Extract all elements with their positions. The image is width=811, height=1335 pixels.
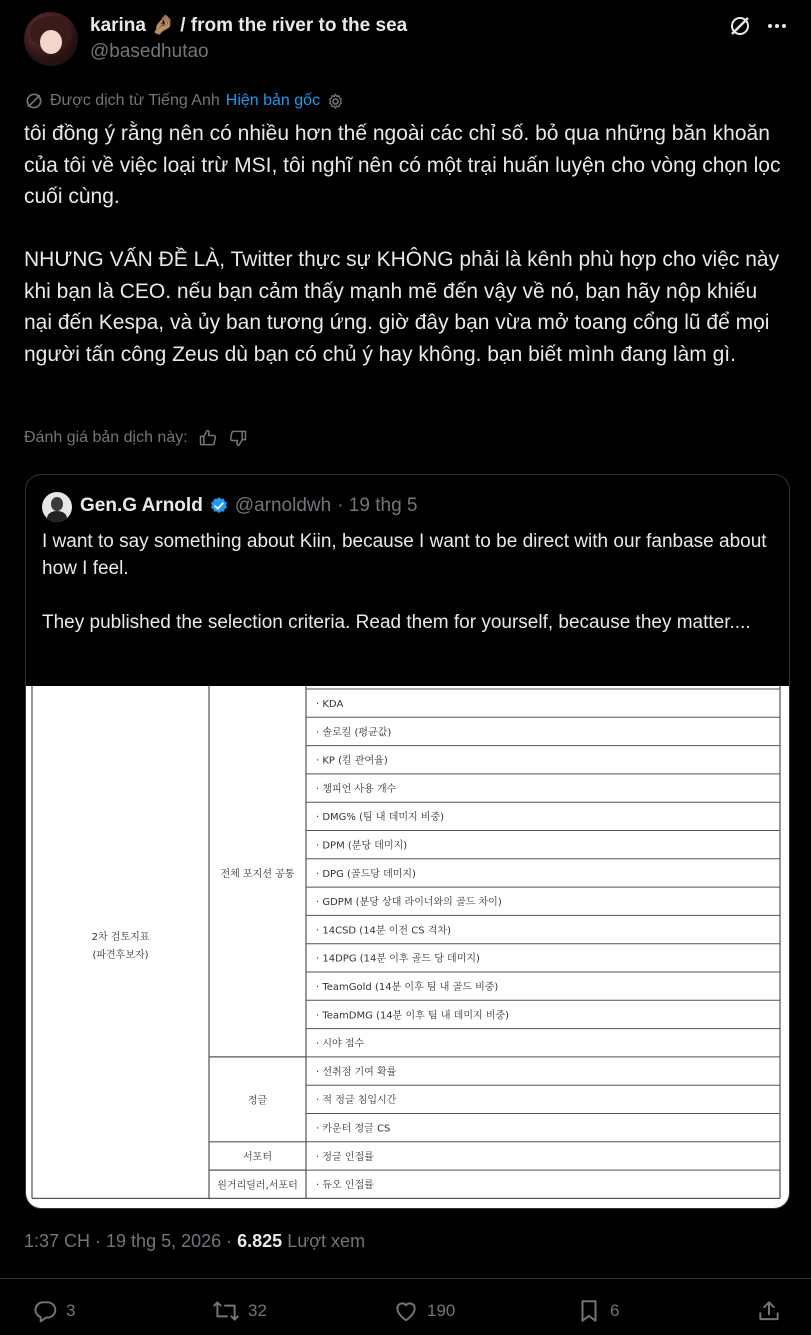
- metric-label: · 카운터 정글 CS: [316, 1123, 391, 1135]
- quoted-handle: @arnoldwh: [234, 495, 332, 516]
- heart-icon: [393, 1298, 419, 1324]
- metric-label: · KP (킬 관여율): [316, 755, 388, 767]
- metric-label: · 정글 인접률: [316, 1151, 374, 1163]
- quoted-image[interactable]: [26, 686, 789, 1208]
- quoted-text: I want to say something about Kiin, because I want to be direct with our fanbase about how I feel. They published the selection criteria. Read them for yourself, because they matter....: [42, 531, 767, 633]
- repost-button[interactable]: [212, 1298, 267, 1324]
- metric-label: · 시야 점수: [316, 1038, 365, 1050]
- category-label: 원거리딜러,서포터: [217, 1180, 298, 1192]
- show-original-link[interactable]: Hiện bản gốc: [225, 92, 321, 109]
- views-count: 6.825: [237, 1231, 283, 1251]
- translate-icon: [24, 91, 44, 111]
- bookmark-count: 6: [610, 1301, 620, 1320]
- metric-label: · 적 정글 침입시간: [316, 1095, 397, 1107]
- category-label: 정글: [247, 1095, 268, 1107]
- quoted-display-name[interactable]: Gen.G Arnold: [80, 495, 203, 516]
- translation-label: Được dịch từ Tiếng Anh: [50, 92, 220, 109]
- reply-count: 3: [66, 1301, 76, 1320]
- more-icon[interactable]: [765, 14, 789, 38]
- metric-label: · 솔로킬 (평균값): [316, 727, 392, 739]
- metric-label: · 14DPG (14분 이후 골드 당 데미지): [316, 953, 480, 965]
- reply-button[interactable]: [32, 1298, 75, 1324]
- like-button[interactable]: [393, 1298, 455, 1324]
- verified-badge-icon: [209, 496, 229, 516]
- post-timestamp[interactable]: 1:37 CH · 19 thg 5, 2026 ·: [24, 1231, 238, 1251]
- translation-notice: [24, 90, 345, 112]
- divider: [0, 1278, 811, 1279]
- avatar[interactable]: [24, 12, 78, 66]
- bookmark-icon: [576, 1298, 602, 1324]
- settings-gear-icon[interactable]: [326, 92, 345, 111]
- display-name[interactable]: karina 🤌🏽 / from the river to the sea: [90, 15, 408, 36]
- rate-translation: [24, 428, 248, 448]
- metric-label: · DPM (분당 데미지): [316, 840, 408, 852]
- metric-label: · DMG% (팀 내 데미지 비중): [316, 812, 445, 824]
- metric-label: · DPG (골드당 데미지): [316, 868, 416, 880]
- category-label: 전체 포지션 공통: [220, 868, 295, 880]
- share-button[interactable]: [756, 1298, 782, 1324]
- group-label: (파견후보자): [92, 950, 149, 962]
- reply-icon: [32, 1298, 58, 1324]
- post-meta: [24, 1231, 365, 1252]
- metric-label: · TeamGold (14분 이후 팀 내 골드 비중): [316, 982, 499, 993]
- thumbs-up-icon[interactable]: [198, 428, 218, 448]
- grok-icon[interactable]: [728, 14, 752, 38]
- like-count: 190: [427, 1301, 456, 1320]
- metric-label: · 듀오 인접률: [316, 1180, 374, 1192]
- bookmark-button[interactable]: [576, 1298, 619, 1324]
- criteria-table: [26, 686, 789, 1208]
- metric-label: · GDPM (분당 상대 라이너와의 골드 차이): [316, 897, 502, 909]
- quoted-avatar[interactable]: [42, 492, 72, 522]
- metric-label: · KDA: [316, 699, 344, 710]
- rate-translation-label: Đánh giá bản dịch này:: [24, 429, 188, 446]
- metric-label: · TeamDMG (14분 이후 팀 내 데미지 비중): [316, 1010, 510, 1022]
- views-label: Lượt xem: [282, 1231, 366, 1251]
- quoted-header: [80, 495, 417, 517]
- metric-label: · 챔피언 사용 개수: [316, 783, 397, 795]
- metric-label: · 선취점 기여 확률: [316, 1066, 397, 1078]
- repost-count: 32: [248, 1301, 267, 1320]
- post-text: tôi đồng ý rằng nên có nhiều hơn thế ngoài các chỉ số. bỏ qua những băn khoăn của tôi về việc loại trừ MSI, tôi nghĩ nên có một trại huấn luyện cho vòng chọn lọc cuối cùng. NHƯNG VẤN ĐỀ LÀ, Twitter thực sự KHÔNG phải là kênh phù hợp cho việc này khi bạn là CEO. nếu bạn cảm thấy mạnh mẽ đến vậy về nó, bạn hãy nộp khiếu nại đến Kespa, và ủy ban tương ứng. giờ đây bạn vừa mở toang cổng lũ để mọi người tấn công Zeus dù bạn có chủ ý hay không. bạn biết mình đang làm gì.: [24, 122, 781, 366]
- share-icon: [756, 1298, 782, 1324]
- category-label: 서포터: [243, 1151, 272, 1163]
- quoted-date: · 19 thg 5: [337, 495, 418, 516]
- repost-icon: [212, 1298, 240, 1324]
- action-bar: [0, 1290, 811, 1334]
- post-header: [0, 0, 811, 80]
- quoted-post[interactable]: [25, 474, 790, 1209]
- user-handle[interactable]: @basedhutao: [90, 41, 209, 62]
- thumbs-down-icon[interactable]: [228, 428, 248, 448]
- group-label: 2차 검토지표: [91, 932, 150, 944]
- metric-label: · 14CSD (14분 이전 CS 격차): [316, 925, 451, 937]
